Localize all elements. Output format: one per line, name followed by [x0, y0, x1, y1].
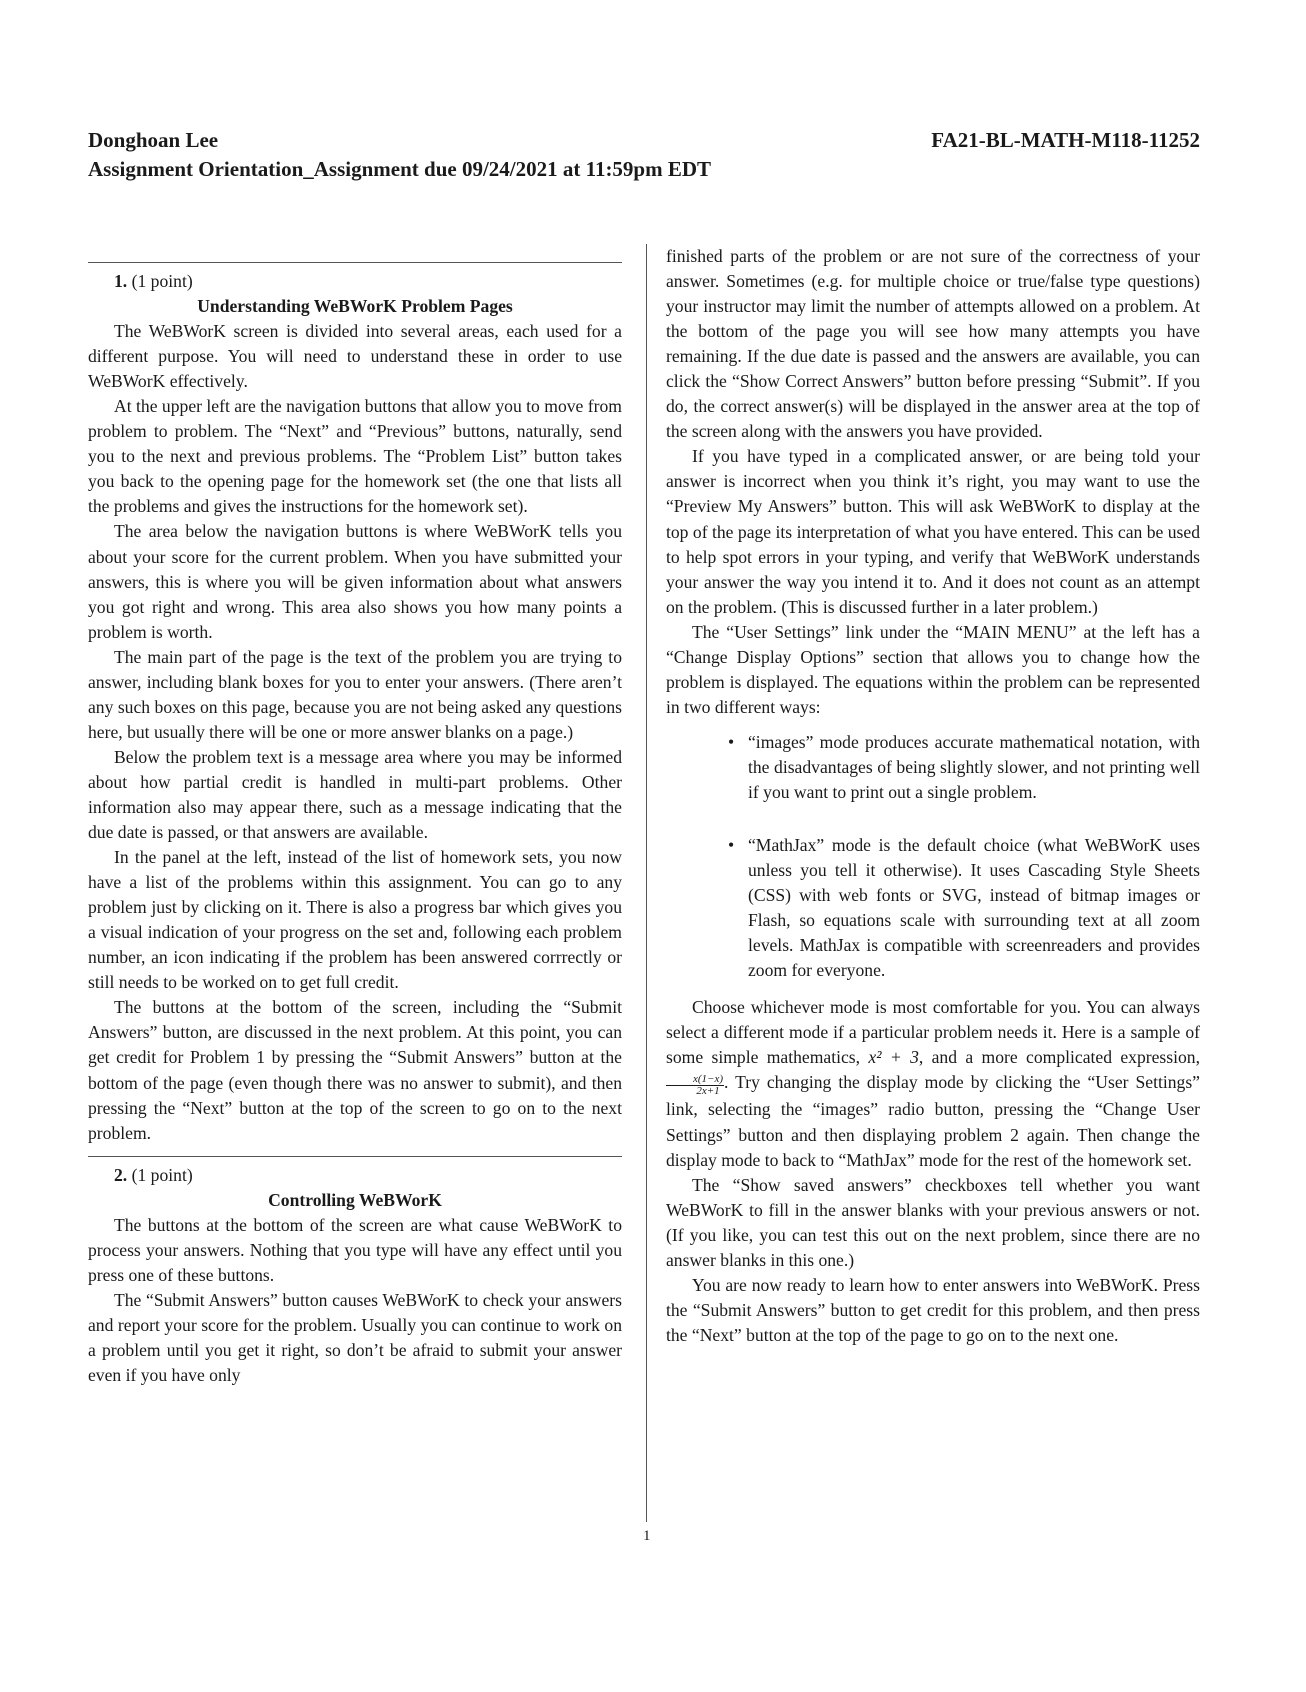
problem-2-heading	[88, 1163, 622, 1188]
problem-2-number: 2.	[114, 1164, 128, 1185]
assignment-title: Assignment Orientation_Assignment due 09/24/2021 at 11:59pm EDT	[88, 157, 712, 181]
problem-2-paragraph: The buttons at the bottom of the screen are what cause WeBWorK to process your answers. Nothing that you type will have any effect until you press one of these buttons.	[88, 1214, 622, 1285]
fraction-numerator: x(1−x)	[666, 1074, 724, 1086]
bullet-icon: •	[728, 731, 735, 752]
problem-2-paragraph: finished parts of the problem or are not sure of the correctness of your answer. Sometimes (e.g. for multiple choice or true/false type questions) your instructor may limit the number of attempts allowed on a problem. At the bottom of the page you will see how many attempts you have remaining. If the due date is passed and the answers are available, you can click the “Show Correct Answers” button before pressing “Submit”. If you do, the correct answer(s) will be displayed in the answer area at the top of the screen along with the answers you have provided.	[666, 246, 1200, 442]
problem-1-title: Understanding WeBWorK Problem Pages	[197, 296, 513, 317]
problem-1-divider	[88, 262, 622, 263]
problem-1-paragraph: The WeBWorK screen is divided into several areas, each used for a different purpose. You will need to understand these in order to use WeBWorK effectively.	[88, 321, 622, 392]
problem-2-title: Controlling WeBWorK	[268, 1189, 442, 1210]
math-simple: x² + 3	[868, 1047, 919, 1068]
choose-text-1: Choose whichever mode is most comfortable for you. You can always select a different mode if a particular problem needs it. Here is a sample of some simple mathematics,	[666, 997, 1200, 1068]
problem-1-points: (1 point)	[131, 271, 193, 291]
problem-2-divider	[88, 1156, 622, 1157]
left-column	[88, 262, 622, 1388]
choose-text-3: . Try changing the display mode by clicking the “User Settings” link, selecting the “images” radio button, pressing the “Change User Settings” button and then displaying problem 2 again. Then change the display mode to back to “MathJax” mode for the rest of the homework set.	[666, 1072, 1200, 1170]
problem-2-paragraph	[666, 995, 1200, 1172]
list-item	[728, 833, 1200, 983]
problem-2-paragraph: You are now ready to learn how to enter answers into WeBWorK. Press the “Submit Answers” button to get credit for this problem, and then press the “Next” button at the top of the page to go on to the next one.	[666, 1274, 1200, 1345]
problem-2-paragraph: The “User Settings” link under the “MAIN MENU” at the left has a “Change Display Options” section that allows you to change how the problem is displayed. The equations within the problem can be represented in two different ways:	[666, 621, 1200, 717]
problem-1-number: 1.	[114, 271, 128, 291]
column-divider	[646, 244, 647, 1522]
list-item-text: “MathJax” mode is the default choice (what WeBWorK uses unless you tell it otherwise). It uses Cascading Style Sheets (CSS) with web fonts or SVG, instead of bitmap images or Flash, so equations scale with surrounding text at all zoom levels. MathJax is compatible with screenreaders and provides zoom for everyone.	[748, 835, 1200, 981]
problem-1-paragraph: The area below the navigation buttons is where WeBWorK tells you about your score for the current problem. When you have submitted your answers, this is where you will be given information about what answers you got right and wrong. This area also shows you how many points a problem is worth.	[88, 521, 622, 642]
fraction-denominator: 2x+1	[696, 1085, 720, 1098]
page-header	[88, 126, 1200, 184]
right-column	[666, 244, 1200, 1348]
problem-1-paragraph: Below the problem text is a message area where you may be informed about how partial credit is handled in multi-part problems. Other information also may appear there, such as a message indicating that the due date is passed, or that answers are available.	[88, 746, 622, 843]
course-code: FA21-BL-MATH-M118-11252	[931, 128, 1200, 152]
math-fraction	[666, 1074, 724, 1097]
problem-2-paragraph: If you have typed in a complicated answer, or are being told your answer is incorrect when you think it’s right, you may want to use the “Preview My Answers” button. This will ask WeBWorK to display at the top of the page its interpretation of what you have entered. This can be used to help spot errors in your typing, and verify that WeBWorK understands your answer the way you intend it to. And it does not count as an attempt on the problem. (This is discussed further in a later problem.)	[666, 446, 1200, 617]
problem-1-paragraph: The main part of the page is the text of the problem you are trying to answer, including blank boxes for you to enter your answers. (There aren’t any such boxes on this page, because you are not being asked any questions here, but usually there will be one or more answer blanks on a page.)	[88, 646, 622, 742]
problem-1-heading	[88, 269, 622, 294]
problem-1-paragraph: In the panel at the left, instead of the list of homework sets, you now have a list of the problems within this assignment. You can go to any problem just by clicking on it. There is also a progress bar which gives you a visual indication of your progress on the set and, following each problem number, an icon indicating if the problem has been answered corrrectly or still needs to be worked on to get full credit.	[88, 847, 622, 993]
display-mode-list	[666, 730, 1200, 983]
student-name: Donghoan Lee	[88, 128, 219, 152]
bullet-icon: •	[728, 835, 735, 856]
choose-text-2: , and a more complicated expression,	[918, 1047, 1200, 1068]
problem-2-paragraph: The “Show saved answers” checkboxes tell whether you want WeBWorK to fill in the answer blanks with your previous answers or not. (If you like, you can test this out on the next problem, since there are no answer blanks in this one.)	[666, 1174, 1200, 1270]
problem-2-paragraph: The “Submit Answers” button causes WeBWorK to check your answers and report your score for the problem. Usually you can continue to work on a problem until you get it right, so don’t be afraid to submit your answer even if you have only	[88, 1289, 622, 1386]
list-item	[728, 730, 1200, 805]
problem-2-points: (1 point)	[131, 1164, 193, 1185]
list-item-text: “images” mode produces accurate mathematical notation, with the disadvantages of being slightly slower, and not printing well if you want to print out a single problem.	[748, 731, 1200, 802]
problem-1-paragraph: The buttons at the bottom of the screen, including the “Submit Answers” button, are discussed in the next problem. At this point, you can get credit for Problem 1 by pressing the “Submit Answers” button at the bottom of the page (even though there was no answer to submit), and then pressing the “Next” button at the top of the screen to go on to the next problem.	[88, 997, 622, 1143]
page-number: 1	[643, 1528, 651, 1544]
problem-1-paragraph: At the upper left are the navigation buttons that allow you to move from problem to problem. The “Next” and “Previous” buttons, naturally, send you to the next and previous problems. The “Problem List” button takes you back to the opening page for the homework set (the one that lists all the problems and gives the instructions for the homework set).	[88, 396, 622, 517]
